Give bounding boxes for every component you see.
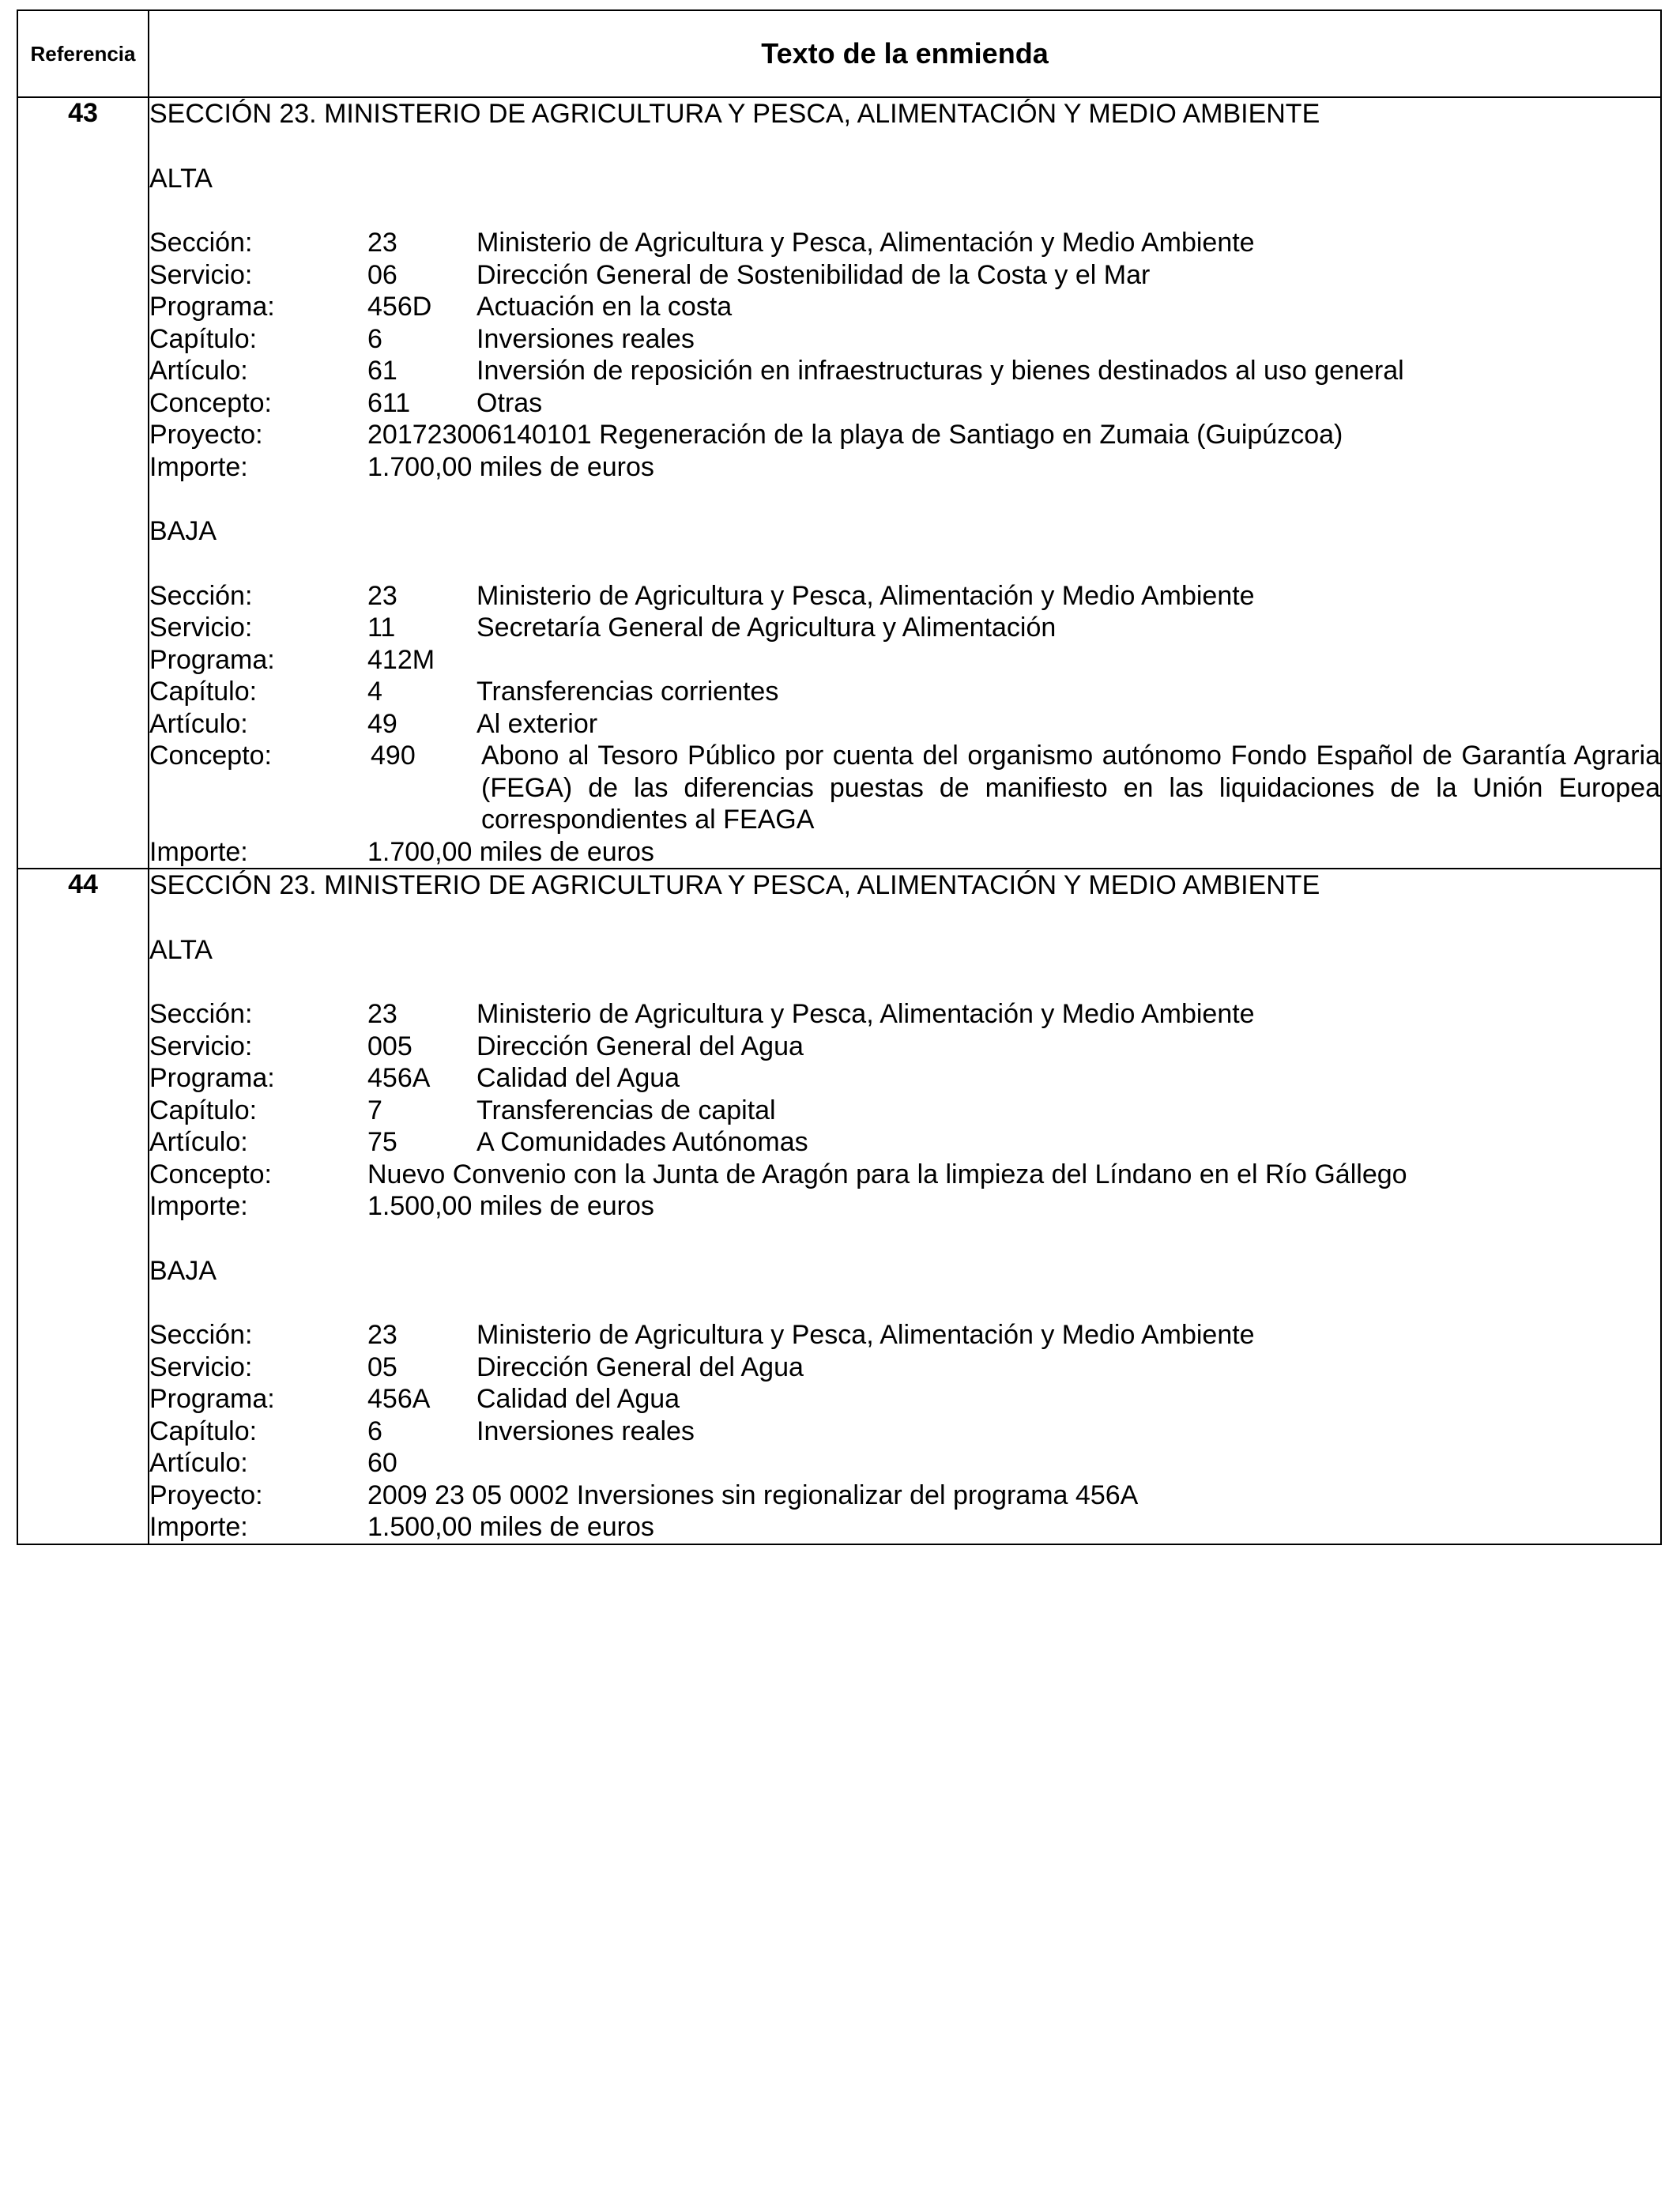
field-capitulo: [149, 676, 1660, 708]
field-label: Capítulo:: [149, 1095, 258, 1125]
field-code: 490: [371, 741, 416, 771]
field-desc: Ministerio de Agricultura y Pesca, Alimentación y Medio Ambiente: [477, 1320, 1255, 1350]
field-servicio: [149, 259, 1660, 292]
field-label: Concepto:: [149, 741, 272, 771]
alta-fields: [149, 998, 1660, 1223]
field-value: 1.500,00 miles de euros: [367, 1191, 654, 1221]
field-code: 6: [367, 1416, 382, 1446]
field-concepto: [149, 740, 1660, 836]
alta-label: ALTA: [149, 163, 213, 194]
field-label: Sección:: [149, 999, 253, 1029]
field-label: Programa:: [149, 1063, 275, 1093]
field-desc: Dirección General del Agua: [477, 1351, 804, 1382]
field-articulo: [149, 1126, 1660, 1159]
field-code: 06: [367, 259, 397, 290]
field-proyecto: [149, 1480, 1660, 1512]
field-code: 7: [367, 1095, 382, 1125]
amendment-text: [149, 97, 1661, 869]
amendments-table: [17, 9, 1662, 1545]
field-desc: Ministerio de Agricultura y Pesca, Alimentación y Medio Ambiente: [477, 999, 1255, 1029]
field-importe: [149, 1190, 1660, 1223]
field-label: Sección:: [149, 580, 253, 611]
field-value: 2009 23 05 0002 Inversiones sin regionalizar del programa 456A: [367, 1480, 1139, 1510]
field-desc: [477, 1447, 1660, 1480]
field-proyecto: [149, 419, 1660, 451]
field-code: 412M: [367, 644, 435, 675]
field-label: Servicio:: [149, 1031, 253, 1061]
field-code: 456D: [367, 292, 432, 322]
field-articulo: [149, 1447, 1660, 1480]
field-label: Capítulo:: [149, 677, 258, 707]
header-text: Texto de la enmienda: [149, 10, 1661, 97]
field-label: Capítulo:: [149, 1416, 258, 1446]
field-code: 23: [367, 1320, 397, 1350]
field-label: Importe:: [149, 1512, 248, 1542]
field-label: Concepto:: [149, 387, 272, 418]
alta-label: ALTA: [149, 934, 213, 965]
baja-block: [149, 1255, 1660, 1544]
field-label: Artículo:: [149, 1127, 248, 1157]
field-articulo: [149, 355, 1660, 387]
field-code: 23: [367, 999, 397, 1029]
field-articulo: [149, 708, 1660, 741]
field-label: Capítulo:: [149, 323, 258, 354]
amendment-row: [17, 869, 1661, 1544]
field-value: 201723006140101 Regeneración de la playa de Santiago en Zumaia (Guipúzcoa): [367, 420, 1343, 450]
field-desc: Dirección General de Sostenibilidad de la Costa y el Mar: [477, 259, 1151, 290]
field-code: 05: [367, 1351, 397, 1382]
field-label: Importe:: [149, 451, 248, 482]
field-label: Sección:: [149, 228, 253, 258]
field-code: 611: [367, 387, 411, 418]
field-value: 1.700,00 miles de euros: [367, 451, 654, 482]
field-programa: [149, 1062, 1660, 1095]
field-value: 1.500,00 miles de euros: [367, 1512, 654, 1542]
field-label: Programa:: [149, 1384, 275, 1414]
field-code: 75: [367, 1127, 397, 1157]
field-importe: [149, 451, 1660, 484]
field-label: Servicio:: [149, 259, 253, 290]
field-capitulo: [149, 323, 1660, 356]
field-seccion: [149, 1319, 1660, 1351]
amendment-text: [149, 869, 1661, 1544]
field-desc: A Comunidades Autónomas: [477, 1127, 808, 1157]
baja-block: [149, 515, 1660, 868]
field-desc: Calidad del Agua: [477, 1063, 680, 1093]
field-seccion: [149, 580, 1660, 613]
field-desc: Inversiones reales: [477, 1416, 695, 1446]
field-desc: Transferencias corrientes: [477, 677, 779, 707]
field-programa: [149, 644, 1660, 677]
field-programa: [149, 1383, 1660, 1416]
field-code: 456A: [367, 1063, 431, 1093]
field-seccion: [149, 998, 1660, 1031]
field-desc: Ministerio de Agricultura y Pesca, Alimentación y Medio Ambiente: [477, 228, 1255, 258]
field-code: 6: [367, 323, 382, 354]
section-title: SECCIÓN 23. MINISTERIO DE AGRICULTURA Y PESCA, ALIMENTACIÓN Y MEDIO AMBIENTE: [149, 99, 1320, 129]
field-label: Servicio:: [149, 1351, 253, 1382]
baja-fields: [149, 580, 1660, 869]
field-label: Importe:: [149, 836, 248, 867]
field-desc: Abono al Tesoro Público por cuenta del organismo autónomo Fondo Español de Garantía Agraria (FEGA) de las diferencias puestas de manifiesto en las liquidaciones de la Unión Europea correspondientes al FEAGA: [481, 741, 1660, 835]
field-servicio: [149, 1031, 1660, 1063]
field-servicio: [149, 1351, 1660, 1384]
field-code: 4: [367, 677, 382, 707]
field-value: Nuevo Convenio con la Junta de Aragón para la limpieza del Líndano en el Río Gállego: [367, 1159, 1407, 1189]
field-code: 60: [367, 1448, 397, 1478]
field-label: Concepto:: [149, 1159, 272, 1189]
field-code: 23: [367, 228, 397, 258]
field-label: Programa:: [149, 292, 275, 322]
baja-label: BAJA: [149, 516, 217, 546]
field-label: Artículo:: [149, 356, 248, 386]
field-desc: Al exterior: [477, 708, 598, 739]
amendment-row: [17, 97, 1661, 869]
header-ref: Referencia: [17, 10, 149, 97]
field-importe: [149, 836, 1660, 869]
field-importe: [149, 1511, 1660, 1544]
field-concepto: [149, 1159, 1660, 1191]
field-capitulo: [149, 1416, 1660, 1448]
field-desc: Dirección General del Agua: [477, 1031, 804, 1061]
field-programa: [149, 291, 1660, 323]
field-code: 456A: [367, 1384, 431, 1414]
field-label: Programa:: [149, 644, 275, 675]
field-desc: Calidad del Agua: [477, 1384, 680, 1414]
field-seccion: [149, 227, 1660, 259]
field-code: 11: [367, 613, 396, 643]
alta-block: [149, 163, 1660, 484]
field-desc: Otras: [477, 387, 543, 418]
field-code: 005: [367, 1031, 412, 1061]
alta-block: [149, 934, 1660, 1223]
field-label: Artículo:: [149, 1448, 248, 1478]
field-label: Proyecto:: [149, 1480, 263, 1510]
field-desc: Ministerio de Agricultura y Pesca, Alimentación y Medio Ambiente: [477, 580, 1255, 611]
reference-number: 44: [17, 869, 149, 1544]
field-desc: [477, 644, 1660, 677]
field-desc: Actuación en la costa: [477, 292, 733, 322]
baja-label: BAJA: [149, 1255, 217, 1286]
field-desc: Inversiones reales: [477, 323, 695, 354]
reference-number: 43: [17, 97, 149, 869]
field-label: Proyecto:: [149, 420, 263, 450]
field-label: Servicio:: [149, 613, 253, 643]
field-label: Sección:: [149, 1320, 253, 1350]
field-code: 23: [367, 580, 397, 611]
field-servicio: [149, 612, 1660, 644]
alta-fields: [149, 227, 1660, 483]
field-concepto: [149, 387, 1660, 420]
field-desc: Transferencias de capital: [477, 1095, 776, 1125]
section-title: SECCIÓN 23. MINISTERIO DE AGRICULTURA Y PESCA, ALIMENTACIÓN Y MEDIO AMBIENTE: [149, 870, 1320, 900]
field-desc: Inversión de reposición en infraestructuras y bienes destinados al uso general: [477, 356, 1404, 386]
field-desc: Secretaría General de Agricultura y Alimentación: [477, 613, 1057, 643]
header-row: [17, 10, 1661, 97]
field-capitulo: [149, 1095, 1660, 1127]
field-code: 49: [367, 708, 397, 739]
field-code: 61: [367, 356, 397, 386]
field-value: 1.700,00 miles de euros: [367, 836, 654, 867]
field-label: Artículo:: [149, 708, 248, 739]
field-label: Importe:: [149, 1191, 248, 1221]
baja-fields: [149, 1319, 1660, 1544]
